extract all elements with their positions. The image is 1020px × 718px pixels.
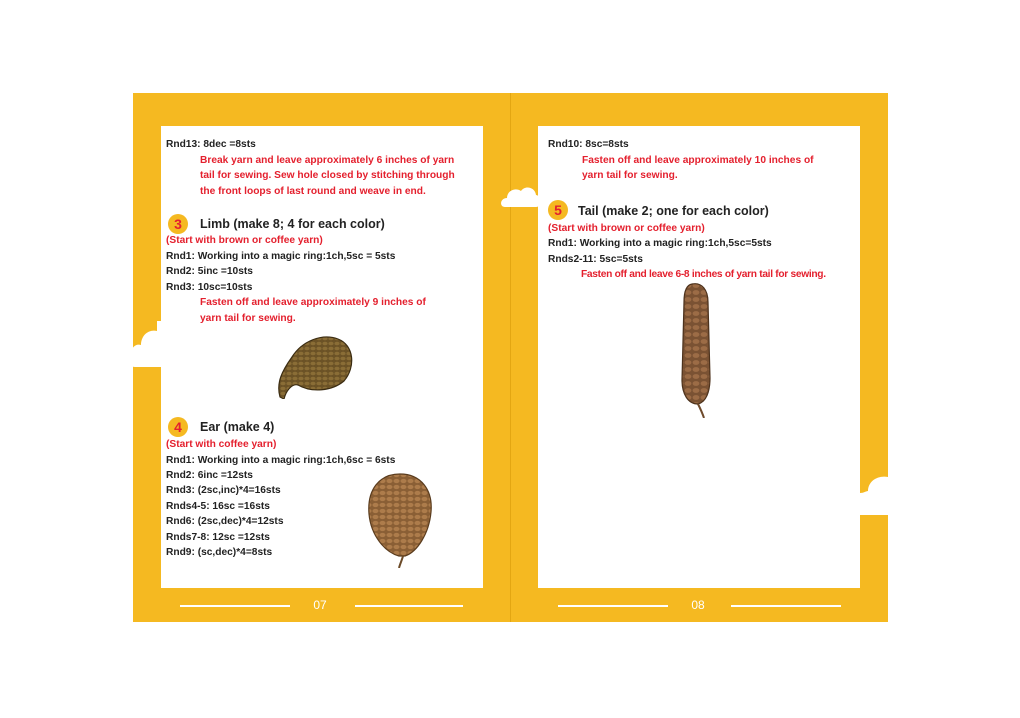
page-07	[161, 126, 483, 588]
cloud-center-decoration	[501, 185, 541, 209]
rnd10-line: Rnd10: 8sc=8sts	[548, 139, 629, 150]
tail-round-2: Rnds2-11: 5sc=5sts	[548, 254, 643, 265]
tail-round-1: Rnd1: Working into a magic ring:1ch,5sc=5sts	[548, 238, 772, 249]
break-note-line-3: the front loops of last round and weave in end.	[200, 186, 426, 197]
ear-round-3: Rnd3: (2sc,inc)*4=16sts	[166, 485, 281, 496]
cloud-left-decoration	[129, 321, 163, 367]
fasten-note-line-1: Fasten off and leave approximately 10 inches of	[582, 155, 814, 166]
ear-round-7: Rnd9: (sc,dec)*4=8sts	[166, 547, 273, 558]
limb-crochet-photo	[274, 331, 356, 399]
footer-rule-left-b	[355, 605, 463, 607]
limb-heading: Limb (make 8; 4 for each color)	[200, 217, 385, 231]
tail-fasten-note: Fasten off and leave 6-8 inches of yarn tail for sewing.	[581, 269, 826, 280]
step-3-badge: 3	[168, 214, 188, 234]
limb-round-3: Rnd3: 10sc=10sts	[166, 282, 253, 293]
page-08	[538, 126, 860, 588]
page-number-07: 07	[313, 598, 327, 612]
ear-start-note: (Start with coffee yarn)	[166, 439, 277, 450]
limb-start-note: (Start with brown or coffee yarn)	[166, 235, 323, 246]
fasten-note-line-2: yarn tail for sewing.	[582, 170, 678, 181]
limb-round-2: Rnd2: 5inc =10sts	[166, 266, 253, 277]
step-4-badge: 4	[168, 417, 188, 437]
ear-round-4: Rnds4-5: 16sc =16sts	[166, 501, 270, 512]
limb-fasten-line-1: Fasten off and leave approximately 9 inches of	[200, 297, 426, 308]
ear-round-2: Rnd2: 6inc =12sts	[166, 470, 253, 481]
rnd13-line: Rnd13: 8dec =8sts	[166, 139, 256, 150]
ear-crochet-photo	[365, 472, 435, 568]
footer-rule-right-a	[558, 605, 668, 607]
tail-crochet-photo	[676, 282, 716, 418]
cloud-right-decoration	[860, 473, 888, 515]
ear-round-6: Rnds7-8: 12sc =12sts	[166, 532, 270, 543]
ear-round-5: Rnd6: (2sc,dec)*4=12sts	[166, 516, 284, 527]
book-spread	[133, 93, 888, 622]
break-note-line-2: tail for sewing. Sew hole closed by stitching through	[200, 170, 455, 181]
tail-heading: Tail (make 2; one for each color)	[578, 204, 769, 218]
step-5-badge: 5	[548, 200, 568, 220]
tail-start-note: (Start with brown or coffee yarn)	[548, 223, 705, 234]
page-fold	[510, 93, 511, 622]
footer-rule-right-b	[731, 605, 841, 607]
ear-round-1: Rnd1: Working into a magic ring:1ch,6sc = 6sts	[166, 455, 396, 466]
limb-fasten-line-2: yarn tail for sewing.	[200, 313, 296, 324]
footer-rule-left-a	[180, 605, 290, 607]
limb-round-1: Rnd1: Working into a magic ring:1ch,5sc = 5sts	[166, 251, 396, 262]
ear-heading: Ear (make 4)	[200, 420, 275, 434]
break-note-line-1: Break yarn and leave approximately 6 inches of yarn	[200, 155, 455, 166]
page-number-08: 08	[691, 598, 705, 612]
